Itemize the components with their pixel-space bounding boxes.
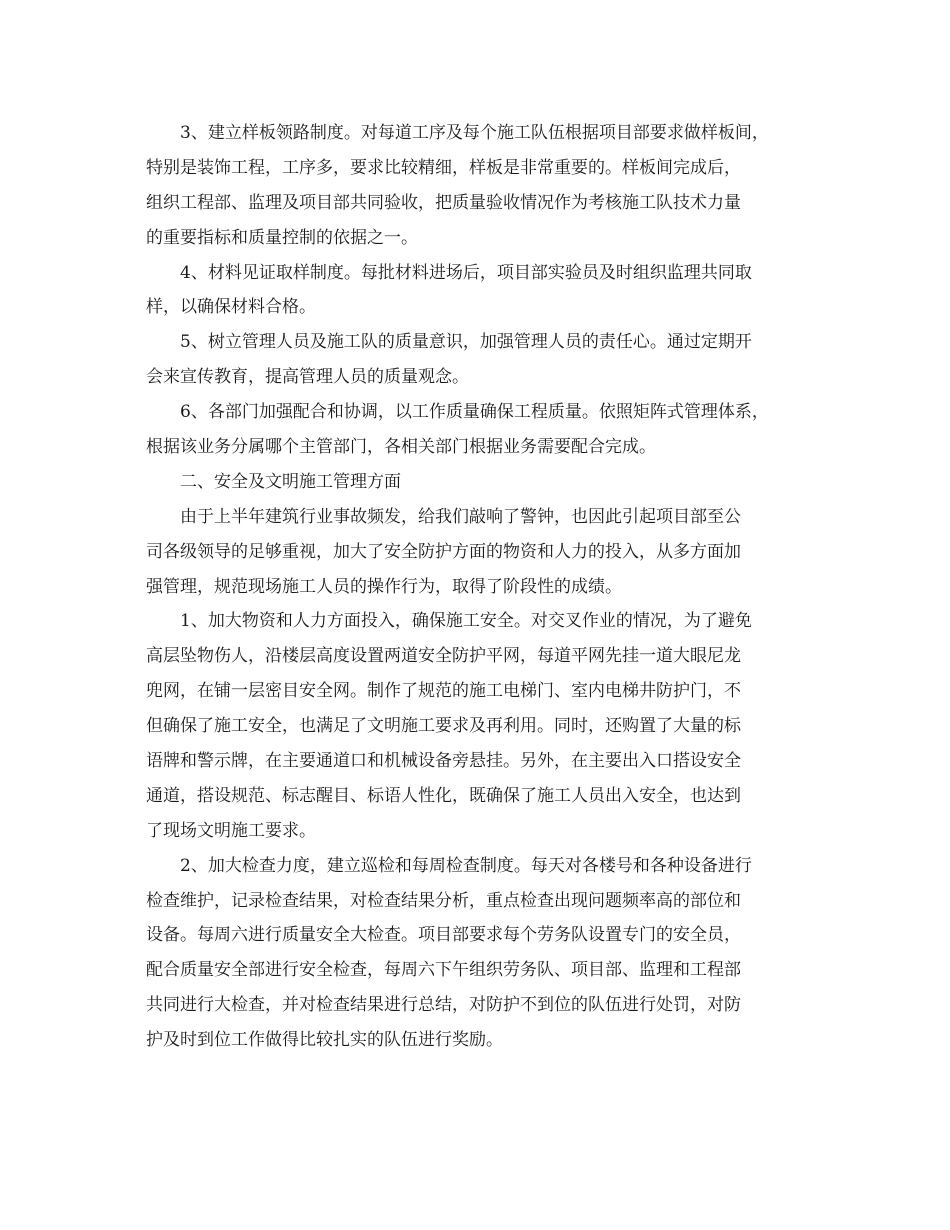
- text-line: 1、加大物资和人力方面投入，确保施工安全。对交叉作业的情况，为了避免: [180, 611, 752, 632]
- text-line: 样，以确保材料合格。: [146, 297, 316, 318]
- section-heading-safety: [146, 465, 812, 500]
- text-line: 了现场文明施工要求。: [146, 820, 316, 841]
- text-line: 检查维护，记录检查结果，对检查结果分析，重点检查出现问题频率高的部位和: [146, 890, 741, 911]
- text-line: 设备。每周六进行质量安全大检查。项目部要求每个劳务队设置专门的安全员，: [146, 925, 741, 946]
- text-line: 强管理，规范现场施工人员的操作行为，取得了阶段性的成绩。: [146, 576, 622, 597]
- paragraph-inspection-system: [146, 849, 812, 1058]
- text-line: 兜网，在铺一层密目安全网。制作了规范的施工电梯门、室内电梯井防护门，不: [146, 681, 741, 702]
- paragraph-material-investment: [146, 604, 812, 848]
- text-line: 由于上半年建筑行业事故频发，给我们敲响了警钟，也因此引起项目部至公: [180, 506, 741, 527]
- text-line: 通道，搭设规范、标志醒目、标语人性化，既确保了施工人员出入安全，也达到: [146, 785, 741, 806]
- paragraph-department-coordination: [146, 395, 812, 465]
- text-line: 6、各部门加强配合和协调，以工作质量确保工程质量。依照矩阵式管理体系，: [180, 402, 769, 423]
- text-line: 配合质量安全部进行安全检查，每周六下午组织劳务队、项目部、监理和工程部: [146, 960, 741, 981]
- text-line: 4、材料见证取样制度。每批材料进场后，项目部实验员及时组织监理共同取: [180, 262, 752, 283]
- text-line: 司各级领导的足够重视，加大了安全防护方面的物资和人力的投入，从多方面加: [146, 541, 741, 562]
- paragraph-quality-awareness: [146, 325, 812, 395]
- paragraph-material-sampling: [146, 256, 812, 326]
- text-line: 组织工程部、监理及项目部共同验收，把质量验收情况作为考核施工队技术力量: [146, 192, 741, 213]
- text-line: 的重要指标和质量控制的依据之一。: [146, 227, 418, 248]
- text-line: 特别是装饰工程，工序多，要求比较精细，样板是非常重要的。样板间完成后，: [146, 157, 741, 178]
- text-line: 但确保了施工安全，也满足了文明施工要求及再利用。同时，还购置了大量的标: [146, 716, 741, 737]
- text-line: 语牌和警示牌，在主要通道口和机械设备旁悬挂。另外，在主要出入口搭设安全: [146, 751, 741, 772]
- text-line: 会来宣传教育，提高管理人员的质量观念。: [146, 367, 469, 388]
- section-heading-text: 二、安全及文明施工管理方面: [180, 471, 401, 492]
- paragraph-sample-room-system: [146, 116, 812, 256]
- paragraph-safety-intro: [146, 500, 812, 605]
- text-line: 5、树立管理人员及施工队的质量意识，加强管理人员的责任心。通过定期开: [180, 332, 752, 353]
- text-line: 共同进行大检查，并对检查结果进行总结，对防护不到位的队伍进行处罚，对防: [146, 995, 741, 1016]
- text-line: 2、加大检查力度，建立巡检和每周检查制度。每天对各楼号和各种设备进行: [180, 855, 752, 876]
- text-line: 高层坠物伤人，沿楼层高度设置两道安全防护平网，每道平网先挂一道大眼尼龙: [146, 646, 741, 667]
- text-line: 3、建立样板领路制度。对每道工序及每个施工队伍根据项目部要求做样板间，: [180, 123, 769, 143]
- text-line: 根据该业务分属哪个主管部门，各相关部门根据业务需要配合完成。: [146, 437, 656, 458]
- text-line: 护及时到位工作做得比较扎实的队伍进行奖励。: [146, 1030, 503, 1051]
- document-body: [146, 116, 812, 1058]
